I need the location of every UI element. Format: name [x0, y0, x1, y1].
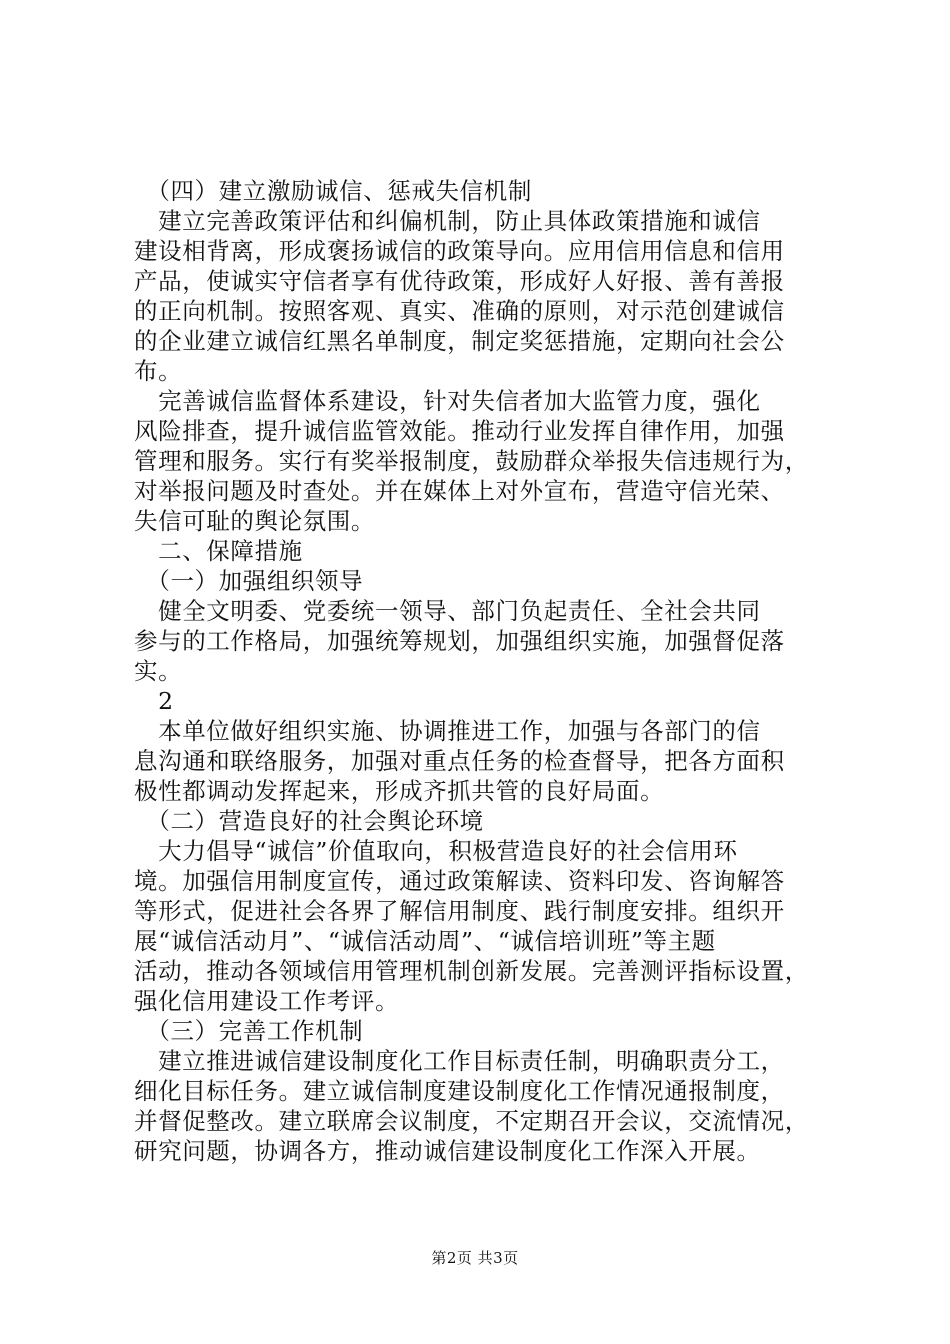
paragraph-line: 境。加强信用制度宣传，通过政策解读、资料印发、咨询解答 [134, 867, 785, 895]
paragraph-line: 活动，推动各领域信用管理机制创新发展。完善测评指标设置， [134, 957, 809, 985]
paragraph-line: 完善诚信监督体系建设，针对失信者加大监管力度，强化 [134, 387, 761, 415]
paragraph-line: 产品，使诚实守信者享有优待政策，形成好人好报、善有善报 [134, 267, 785, 295]
document-body [134, 176, 834, 1166]
paragraph-line: 并督促整改。建立联席会议制度，不定期召开会议，交流情况， [134, 1107, 809, 1135]
paragraph-line: 建立推进诚信建设制度化工作目标责任制，明确职责分工， [134, 1047, 785, 1075]
paragraph-line: 的企业建立诚信红黑名单制度，制定奖惩措施，定期向社会公 [134, 327, 785, 355]
page-break-marker: 2 [134, 687, 174, 715]
paragraph-line: 实。 [134, 657, 183, 685]
paragraph-line: 的正向机制。按照客观、真实、准确的原则，对示范创建诚信 [134, 297, 785, 325]
paragraph-line: 管理和服务。实行有奖举报制度，鼓励群众举报失信违规行为， [134, 447, 809, 475]
paragraph-line: 极性都调动发挥起来，形成齐抓共管的良好局面。 [134, 777, 665, 805]
subheading-work-mechanism: （三）完善工作机制 [134, 1017, 364, 1045]
paragraph-line: 建立完善政策评估和纠偏机制，防止具体政策措施和诚信 [134, 207, 761, 235]
heading-incentive-mechanism: （四）建立激励诚信、惩戒失信机制 [134, 177, 532, 205]
paragraph-line: 对举报问题及时查处。并在媒体上对外宣布，营造守信光荣、 [134, 477, 785, 505]
page-footer: 第2页 共3页 [431, 1249, 519, 1267]
paragraph-line: 本单位做好组织实施、协调推进工作，加强与各部门的信 [134, 717, 761, 745]
paragraph-line: 建设相背离，形成褒扬诚信的政策导向。应用信用信息和信用 [134, 237, 785, 265]
paragraph-line: 等形式，促进社会各界了解信用制度、践行制度安排。组织开 [134, 897, 785, 925]
paragraph-line: 研究问题，协调各方，推动诚信建设制度化工作深入开展。 [134, 1137, 761, 1165]
paragraph-line: 息沟通和联络服务，加强对重点任务的检查督导，把各方面积 [134, 747, 785, 775]
paragraph-line: 细化目标任务。建立诚信制度建设制度化工作情况通报制度， [134, 1077, 785, 1105]
paragraph-line: 参与的工作格局，加强统筹规划，加强组织实施，加强督促落 [134, 627, 785, 655]
paragraph-line: 布。 [134, 357, 183, 385]
subheading-organization-leadership: （一）加强组织领导 [134, 567, 364, 595]
section-heading-safeguards: 二、保障措施 [134, 537, 303, 565]
paragraph-line: 大力倡导“诚信”价值取向，积极营造良好的社会信用环 [134, 837, 738, 865]
paragraph-line: 展“诚信活动月”、“诚信活动周”、“诚信培训班”等主题 [134, 927, 716, 955]
paragraph-line: 强化信用建设工作考评。 [134, 987, 400, 1015]
paragraph-line: 健全文明委、党委统一领导、部门负起责任、全社会共同 [134, 597, 761, 625]
subheading-public-opinion: （二）营造良好的社会舆论环境 [134, 807, 484, 835]
paragraph-line: 风险排查，提升诚信监管效能。推动行业发挥自律作用，加强 [134, 417, 785, 445]
paragraph-line: 失信可耻的舆论氛围。 [134, 507, 375, 535]
